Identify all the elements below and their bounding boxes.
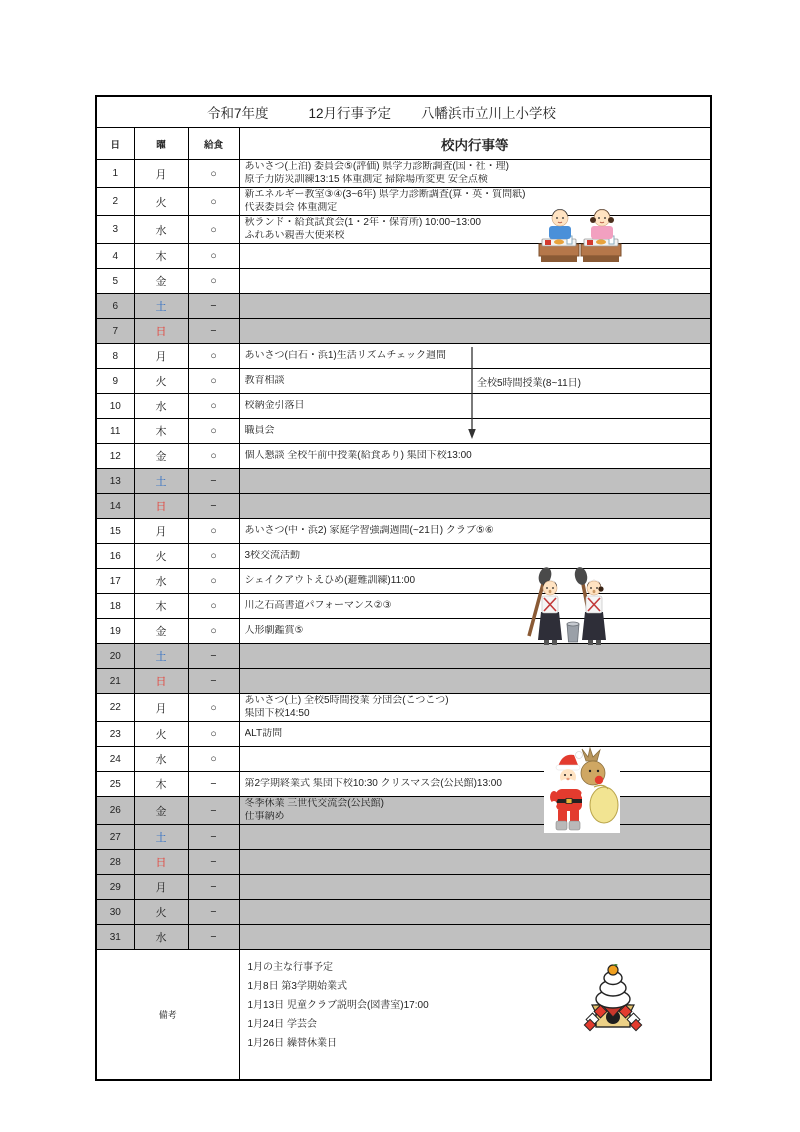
weekday: 火 [134, 188, 188, 216]
lunch-mark: ○ [188, 419, 239, 444]
day-number: 12 [96, 444, 134, 469]
header-lunch: 給食 [188, 128, 239, 160]
event-cell [239, 619, 711, 644]
day-number: 27 [96, 825, 134, 850]
table-row [96, 669, 711, 694]
event-cell [239, 519, 711, 544]
day-number: 9 [96, 369, 134, 394]
event-line: 仕事納め [244, 810, 285, 822]
event-line: 冬季休業 三世代交流会(公民館) [244, 798, 384, 809]
event-line: 職員会 [244, 424, 275, 436]
remark-line: 1月26日 繰替休業日 [247, 1038, 337, 1049]
weekday: 月 [134, 519, 188, 544]
lunch-mark: ○ [188, 594, 239, 619]
weekday: 月 [134, 694, 188, 722]
lunch-mark: ○ [188, 344, 239, 369]
event-cell [239, 850, 711, 875]
weekday: 土 [134, 644, 188, 669]
day-number: 3 [96, 216, 134, 244]
event-line: 3校交流活動 [244, 549, 301, 561]
day-number: 6 [96, 294, 134, 319]
day-number: 16 [96, 544, 134, 569]
lunch-mark: ○ [188, 160, 239, 188]
table-row [96, 444, 711, 469]
event-line: あいさつ(上泊) 委員会⑤(評価) 県学力診断調査(国・社・理) [244, 161, 510, 172]
weekday: 火 [134, 369, 188, 394]
page-title [97, 102, 710, 122]
title-year: 令和7年度 [207, 106, 269, 121]
day-rows [96, 160, 711, 950]
lunch-mark: ○ [188, 619, 239, 644]
table-row [96, 394, 711, 419]
lunch-mark: − [188, 319, 239, 344]
table-row [96, 419, 711, 444]
table-row [96, 875, 711, 900]
event-cell [239, 444, 711, 469]
event-cell [239, 188, 711, 216]
event-line: シェイクアウトえひめ(避難訓練)11:00 [244, 574, 416, 586]
remark-line: 1月8日 第3学期始業式 [247, 981, 347, 992]
weekday: 木 [134, 772, 188, 797]
event-line: 秋ランド・給食試食会(1・2年・保育所) 10:00~13:00 [244, 217, 481, 228]
remarks-label: 備考 [96, 950, 239, 1080]
day-number: 1 [96, 160, 134, 188]
title-school: 八幡浜市立川上小学校 [421, 106, 557, 121]
weekday: 水 [134, 925, 188, 950]
table-row [96, 469, 711, 494]
day-number: 22 [96, 694, 134, 722]
weekday: 火 [134, 722, 188, 747]
lunch-mark: − [188, 644, 239, 669]
lunch-mark: − [188, 875, 239, 900]
table-row [96, 825, 711, 850]
event-line: 教育相談 [244, 374, 285, 386]
weekday: 水 [134, 569, 188, 594]
lunch-mark: ○ [188, 394, 239, 419]
event-cell [239, 644, 711, 669]
event-cell [239, 875, 711, 900]
event-line: あいさつ(中・浜2) 家庭学習強調週間(~21日) クラブ⑤⑥ [244, 524, 494, 536]
table-row [96, 344, 711, 369]
day-number: 15 [96, 519, 134, 544]
event-line: ALT訪問 [244, 727, 283, 739]
event-cell [239, 825, 711, 850]
event-cell [239, 244, 711, 269]
event-cell [239, 925, 711, 950]
lunch-mark: ○ [188, 694, 239, 722]
event-cell [239, 494, 711, 519]
weekday: 火 [134, 900, 188, 925]
remark-line: 1月13日 児童クラブ説明会(図書室)17:00 [247, 1000, 429, 1011]
event-cell [239, 319, 711, 344]
event-line: 新エネルギー教室③④(3~6年) 県学力診断調査(算・英・質問紙) [244, 189, 526, 200]
lunch-mark: ○ [188, 444, 239, 469]
event-line: 原子力防災訓練13:15 体重測定 掃除場所変更 安全点検 [244, 173, 488, 185]
weekday: 金 [134, 619, 188, 644]
event-line: 校納金引落日 [244, 399, 305, 411]
day-number: 10 [96, 394, 134, 419]
day-number: 11 [96, 419, 134, 444]
table-row [96, 797, 711, 825]
header-events: 校内行事等 [239, 128, 711, 160]
weekday: 日 [134, 669, 188, 694]
lunch-mark: − [188, 825, 239, 850]
down-arrow-icon [466, 347, 478, 441]
lunch-mark: ○ [188, 369, 239, 394]
day-number: 28 [96, 850, 134, 875]
table-row [96, 747, 711, 772]
event-cell [239, 594, 711, 619]
day-number: 25 [96, 772, 134, 797]
table-row [96, 160, 711, 188]
event-cell [239, 294, 711, 319]
table-row [96, 925, 711, 950]
title-row [96, 96, 711, 128]
event-cell [239, 269, 711, 294]
event-cell [239, 669, 711, 694]
day-number: 13 [96, 469, 134, 494]
event-line: 集団下校14:50 [244, 707, 310, 719]
day-number: 2 [96, 188, 134, 216]
remark-line: 1月の主な行事予定 [247, 962, 334, 973]
lunch-mark: − [188, 469, 239, 494]
event-line: ふれあい親善大使来校 [244, 229, 345, 241]
day-number: 23 [96, 722, 134, 747]
weekday: 土 [134, 469, 188, 494]
event-cell [239, 772, 711, 797]
day-number: 7 [96, 319, 134, 344]
remarks-content [239, 950, 711, 1080]
table-row [96, 900, 711, 925]
lunch-mark: − [188, 294, 239, 319]
table-row [96, 694, 711, 722]
event-cell [239, 544, 711, 569]
day-number: 5 [96, 269, 134, 294]
remark-line: 1月24日 学芸会 [247, 1019, 317, 1030]
event-cell [239, 797, 711, 825]
weekday: 月 [134, 344, 188, 369]
table-row [96, 244, 711, 269]
lunch-mark: ○ [188, 747, 239, 772]
event-line: 代表委員会 体重測定 [244, 201, 338, 213]
event-cell [239, 569, 711, 594]
weekday: 水 [134, 747, 188, 772]
lunch-mark: ○ [188, 519, 239, 544]
table-row [96, 772, 711, 797]
lunch-mark: − [188, 669, 239, 694]
day-number: 19 [96, 619, 134, 644]
day-number: 17 [96, 569, 134, 594]
day-number: 18 [96, 594, 134, 619]
event-cell [239, 216, 711, 244]
lunch-mark: ○ [188, 244, 239, 269]
event-line: 人形劇鑑賞⑤ [244, 624, 304, 636]
weekday: 日 [134, 319, 188, 344]
weekday: 金 [134, 444, 188, 469]
day-number: 4 [96, 244, 134, 269]
event-cell [239, 160, 711, 188]
weekday: 金 [134, 269, 188, 294]
weekday: 月 [134, 160, 188, 188]
event-line: 第2学期終業式 集団下校10:30 クリスマス会(公民館)13:00 [244, 777, 502, 789]
table-row [96, 269, 711, 294]
event-line: 川之石高書道パフォーマンス②③ [244, 599, 392, 611]
lunch-mark: ○ [188, 269, 239, 294]
lunch-mark: − [188, 925, 239, 950]
five-period-annotation: 全校5時間授業(8~11日) [477, 378, 582, 389]
weekday: 日 [134, 494, 188, 519]
weekday: 水 [134, 216, 188, 244]
table-row [96, 216, 711, 244]
table-row [96, 850, 711, 875]
weekday: 木 [134, 419, 188, 444]
table-row [96, 294, 711, 319]
weekday: 土 [134, 825, 188, 850]
day-number: 31 [96, 925, 134, 950]
table-row [96, 569, 711, 594]
event-cell [239, 900, 711, 925]
header-weekday: 曜 [134, 128, 188, 160]
lunch-mark: − [188, 850, 239, 875]
event-cell [239, 469, 711, 494]
table-row [96, 619, 711, 644]
day-number: 24 [96, 747, 134, 772]
lunch-mark: − [188, 797, 239, 825]
lunch-mark: − [188, 900, 239, 925]
day-number: 21 [96, 669, 134, 694]
weekday: 金 [134, 797, 188, 825]
weekday: 火 [134, 544, 188, 569]
weekday: 月 [134, 875, 188, 900]
event-cell [239, 694, 711, 722]
lunch-mark: ○ [188, 722, 239, 747]
weekday: 木 [134, 244, 188, 269]
day-number: 14 [96, 494, 134, 519]
day-number: 26 [96, 797, 134, 825]
lunch-mark: ○ [188, 569, 239, 594]
weekday: 日 [134, 850, 188, 875]
lunch-mark: − [188, 772, 239, 797]
day-number: 30 [96, 900, 134, 925]
lunch-mark: − [188, 494, 239, 519]
table-row [96, 319, 711, 344]
table-row [96, 519, 711, 544]
table-row [96, 644, 711, 669]
event-line: 個人懇談 全校午前中授業(給食あり) 集団下校13:00 [244, 449, 472, 461]
event-line: あいさつ(白石・浜1)生活リズムチェック週間 [244, 349, 447, 361]
day-number: 29 [96, 875, 134, 900]
weekday: 木 [134, 594, 188, 619]
table-header-row [96, 128, 711, 160]
event-cell [239, 722, 711, 747]
day-number: 20 [96, 644, 134, 669]
table-row [96, 544, 711, 569]
lunch-mark: ○ [188, 216, 239, 244]
remarks-row [96, 950, 711, 1080]
table-row [96, 369, 711, 394]
table-row [96, 722, 711, 747]
lunch-mark: ○ [188, 188, 239, 216]
title-heading: 12月行事予定 [308, 106, 392, 121]
weekday: 水 [134, 394, 188, 419]
schedule-table [95, 95, 712, 1081]
event-line: あいさつ(上) 全校5時間授業 分団会(こつこつ) [244, 695, 449, 706]
table-row [96, 594, 711, 619]
weekday: 土 [134, 294, 188, 319]
table-row [96, 188, 711, 216]
event-cell [239, 747, 711, 772]
lunch-mark: ○ [188, 544, 239, 569]
day-number: 8 [96, 344, 134, 369]
table-row [96, 494, 711, 519]
header-day: 日 [96, 128, 134, 160]
